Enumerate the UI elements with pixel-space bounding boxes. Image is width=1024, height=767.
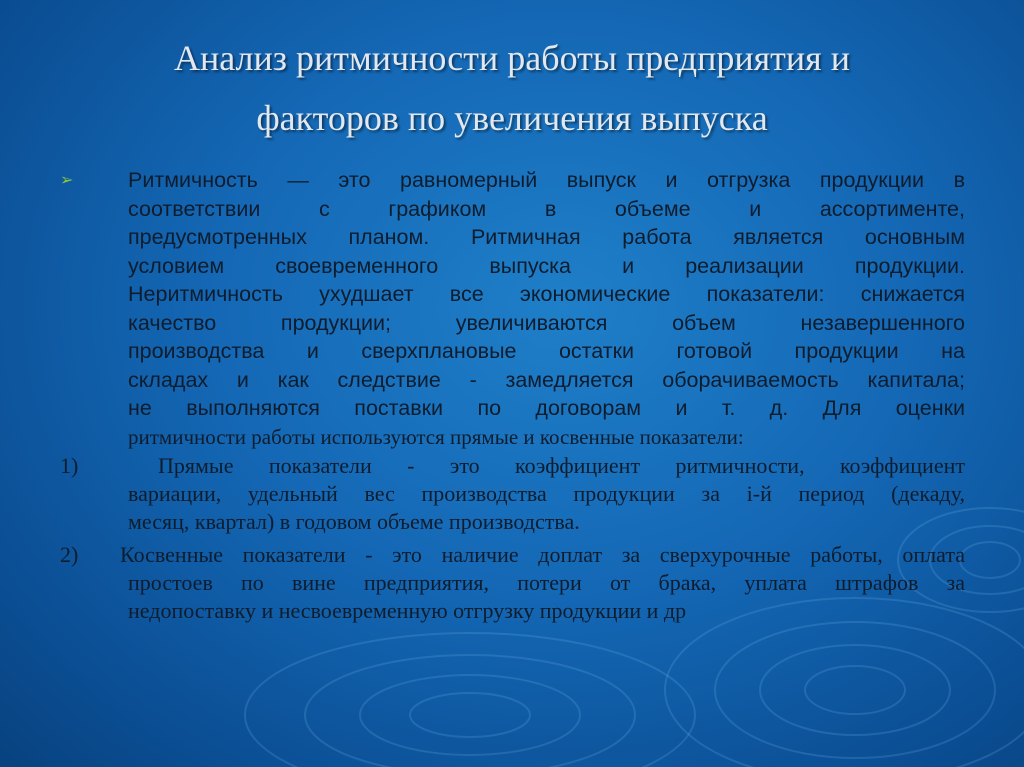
numbered-item-2 bbox=[60, 541, 965, 625]
item-number-label: 1) bbox=[60, 453, 79, 478]
paragraph-line: условием своевременного выпуска и реализации продукции. bbox=[128, 253, 965, 278]
paragraph-line: соответствии с графиком в объеме и ассортименте, bbox=[128, 196, 965, 221]
paragraph-line-serif: ритмичности работы используются прямые и косвенные показатели: bbox=[128, 424, 744, 449]
paragraph-line: Ритмичность — это равномерный выпуск и отгрузка продукции в bbox=[128, 168, 965, 192]
paragraph-line: Неритмичность ухудшает все экономические показатели: снижается bbox=[128, 282, 965, 306]
bullet-paragraph-text bbox=[128, 166, 965, 451]
item-line: вариации, удельный вес производства продукции за i-й период (декаду, bbox=[128, 481, 965, 506]
numbered-item-text bbox=[128, 452, 965, 536]
item-line: Прямые показатели - это коэффициент ритмичности, коэффициент bbox=[158, 453, 965, 478]
bullet-paragraph bbox=[60, 166, 965, 451]
item-line: простоев по вине предприятия, потери от брака, уплата штрафов за bbox=[128, 570, 965, 595]
paragraph-line: предусмотренных планом. Ритмичная работа является основным bbox=[128, 225, 965, 249]
slide-title-line-2: факторов по увеличения выпуска bbox=[256, 98, 768, 138]
item-line: месяц, квартал) в годовом объеме производства. bbox=[128, 509, 580, 534]
item-number-label: 2) bbox=[60, 542, 79, 567]
paragraph-line: качество продукции; увеличиваются объем незавершенного bbox=[128, 310, 965, 335]
item-line: недопоставку и несвоевременную отгрузку продукции и др bbox=[128, 598, 687, 623]
numbered-item-1 bbox=[60, 452, 965, 536]
slide-title bbox=[60, 28, 964, 148]
slide-title-line-1: Анализ ритмичности работы предприятия и bbox=[173, 38, 851, 78]
paragraph-line: производства и сверхплановые остатки готовой продукции на bbox=[128, 339, 965, 363]
numbered-item-text bbox=[120, 541, 965, 625]
paragraph-line: не выполняются поставки по договорам и т. д. Для оценки bbox=[128, 396, 965, 420]
green-arrow-bullet-icon: ➢ bbox=[60, 170, 74, 189]
item-line: Косвенные показатели - это наличие доплат за сверхурочные работы, оплата bbox=[120, 542, 965, 567]
paragraph-line: складах и как следствие - замедляется оборачиваемость капитала; bbox=[128, 367, 965, 392]
